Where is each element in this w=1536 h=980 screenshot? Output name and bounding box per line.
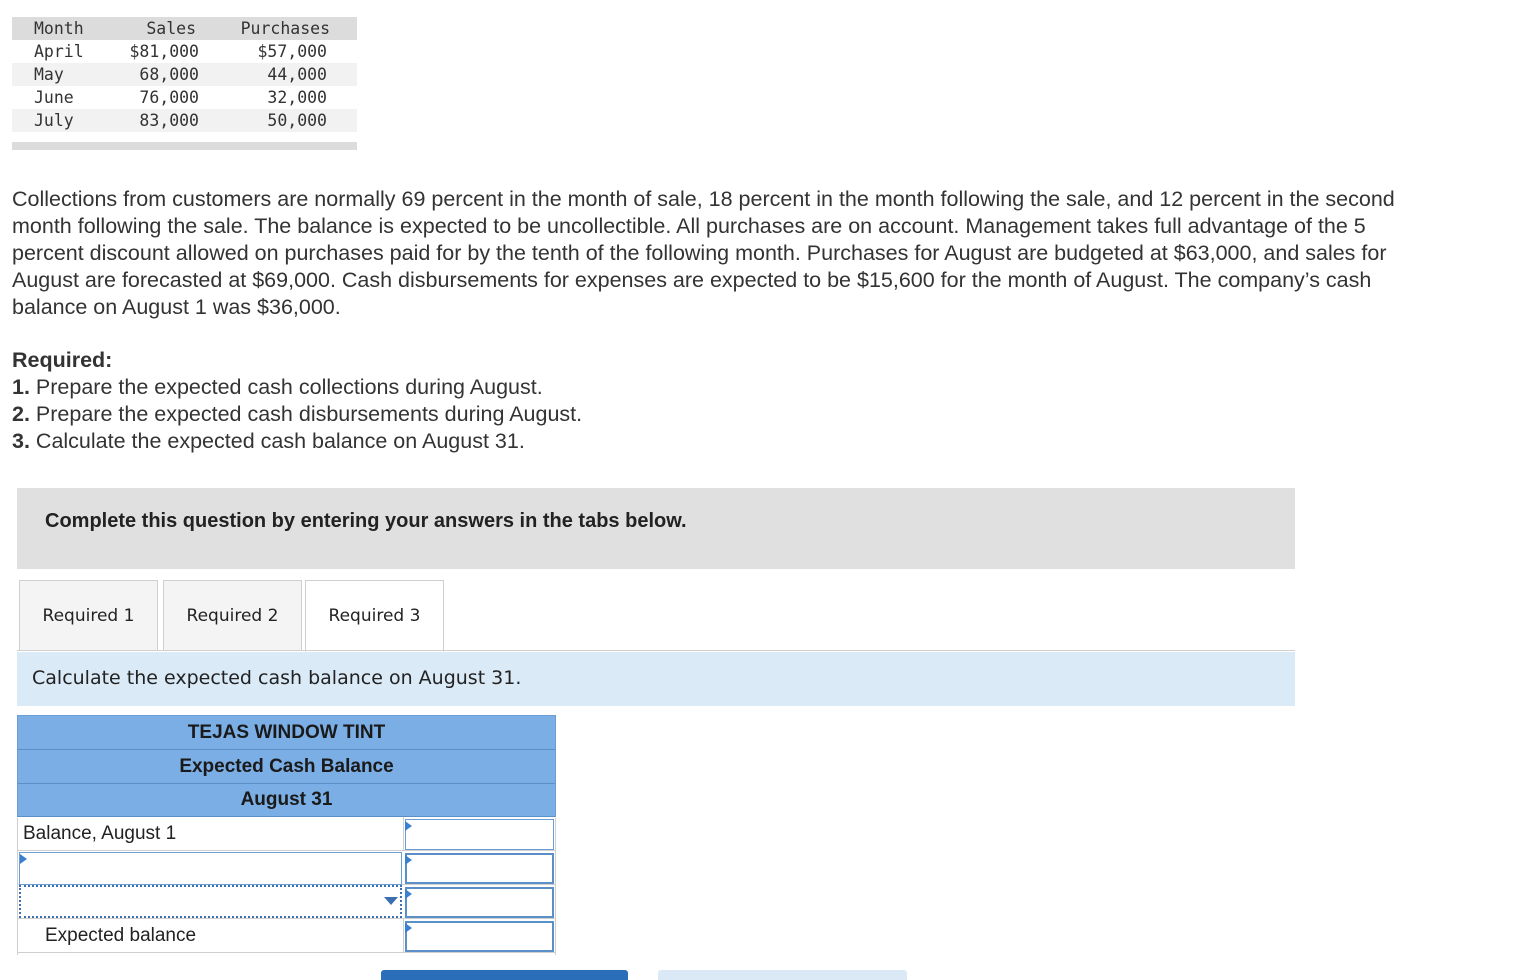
chevron-down-icon[interactable]	[384, 897, 398, 905]
answer-table	[17, 715, 556, 953]
table-header	[12, 17, 357, 40]
balance-aug-1-input[interactable]	[405, 819, 554, 850]
answer-row-expected-balance	[17, 919, 556, 953]
cell-sales: $81,000	[129, 42, 199, 61]
required-item-3	[12, 428, 582, 455]
tab-divider	[17, 650, 1295, 651]
company-name: TEJAS WINDOW TINT	[17, 715, 556, 749]
tab-required-2[interactable]: Required 2	[163, 580, 302, 651]
table-border	[555, 818, 556, 955]
answer-row-select	[17, 885, 556, 919]
table-row	[12, 63, 357, 86]
cell-sales: 68,000	[139, 65, 199, 84]
item-text: Prepare the expected cash collections during August.	[35, 375, 543, 399]
required-heading: Required:	[12, 348, 113, 372]
item-text: Calculate the expected cash balance on August 31.	[35, 429, 525, 453]
next-button[interactable]	[658, 970, 907, 980]
prev-button[interactable]	[381, 970, 628, 980]
row-3-amount-input[interactable]	[405, 887, 554, 918]
input-marker-icon	[405, 889, 412, 899]
header-purchases: Purchases	[240, 19, 330, 38]
tab-required-3[interactable]: Required 3	[305, 580, 444, 652]
schedule-date: August 31	[17, 783, 556, 817]
required-list	[12, 347, 582, 455]
row-label-input[interactable]	[19, 852, 402, 885]
item-number: 1.	[12, 375, 30, 399]
row-2-amount-input[interactable]	[405, 853, 554, 884]
required-item-2	[12, 401, 582, 428]
input-marker-icon	[405, 821, 412, 831]
tab-instruction	[17, 652, 1295, 706]
item-text: Prepare the expected cash disbursements during August.	[35, 402, 583, 426]
schedule-title: Expected Cash Balance	[17, 749, 556, 783]
input-marker-icon	[405, 855, 412, 865]
required-item-1	[12, 374, 582, 401]
problem-text: Collections from customers are normally 69 percent in the month of sale, 18 percent in the month following the sale, and 12 percent in the second month following the sale. The balance is expected to be uncollectible. All purchases are on account. Management takes full advantage of the 5 percent discount allowed on purchases paid for by the tenth of the following month. Purchases for August are budgeted at $63,000, and sales for August are forecasted at $69,000. Cash disbursements for expenses are expected to be $15,600 for the month of August. The company’s cash balance on August 1 was $36,000.	[12, 187, 1395, 319]
table-border	[17, 818, 18, 955]
cell-purchases: 50,000	[267, 111, 327, 130]
row-label: Balance, August 1	[17, 817, 404, 851]
input-marker-icon	[20, 854, 27, 864]
cell-purchases: 44,000	[267, 65, 327, 84]
sales-purchases-table	[12, 17, 357, 150]
item-number: 3.	[12, 429, 30, 453]
expected-balance-input[interactable]	[405, 921, 554, 952]
table-row	[12, 109, 357, 132]
table-row	[12, 86, 357, 109]
cell-month: July	[34, 111, 74, 130]
answer-row-input	[17, 851, 556, 885]
cell-purchases: $57,000	[257, 42, 327, 61]
table-footer-bar	[12, 142, 357, 150]
input-marker-icon	[405, 923, 412, 933]
answer-row-balance-aug-1	[17, 817, 556, 851]
cell-month: May	[34, 65, 64, 84]
cell-month: April	[34, 42, 84, 61]
cell-sales: 76,000	[139, 88, 199, 107]
table-row	[12, 40, 357, 63]
item-number: 2.	[12, 402, 30, 426]
row-label: Expected balance	[17, 919, 404, 953]
header-sales: Sales	[146, 19, 196, 38]
instruction-text: Calculate the expected cash balance on August 31.	[32, 667, 522, 689]
banner-text: Complete this question by entering your answers in the tabs below.	[45, 510, 687, 532]
instructions-banner	[17, 488, 1295, 569]
header-month: Month	[34, 19, 84, 38]
cell-month: June	[34, 88, 74, 107]
row-label-select[interactable]	[19, 885, 402, 918]
tab-required-1[interactable]: Required 1	[19, 580, 158, 651]
cell-purchases: 32,000	[267, 88, 327, 107]
cell-sales: 83,000	[139, 111, 199, 130]
